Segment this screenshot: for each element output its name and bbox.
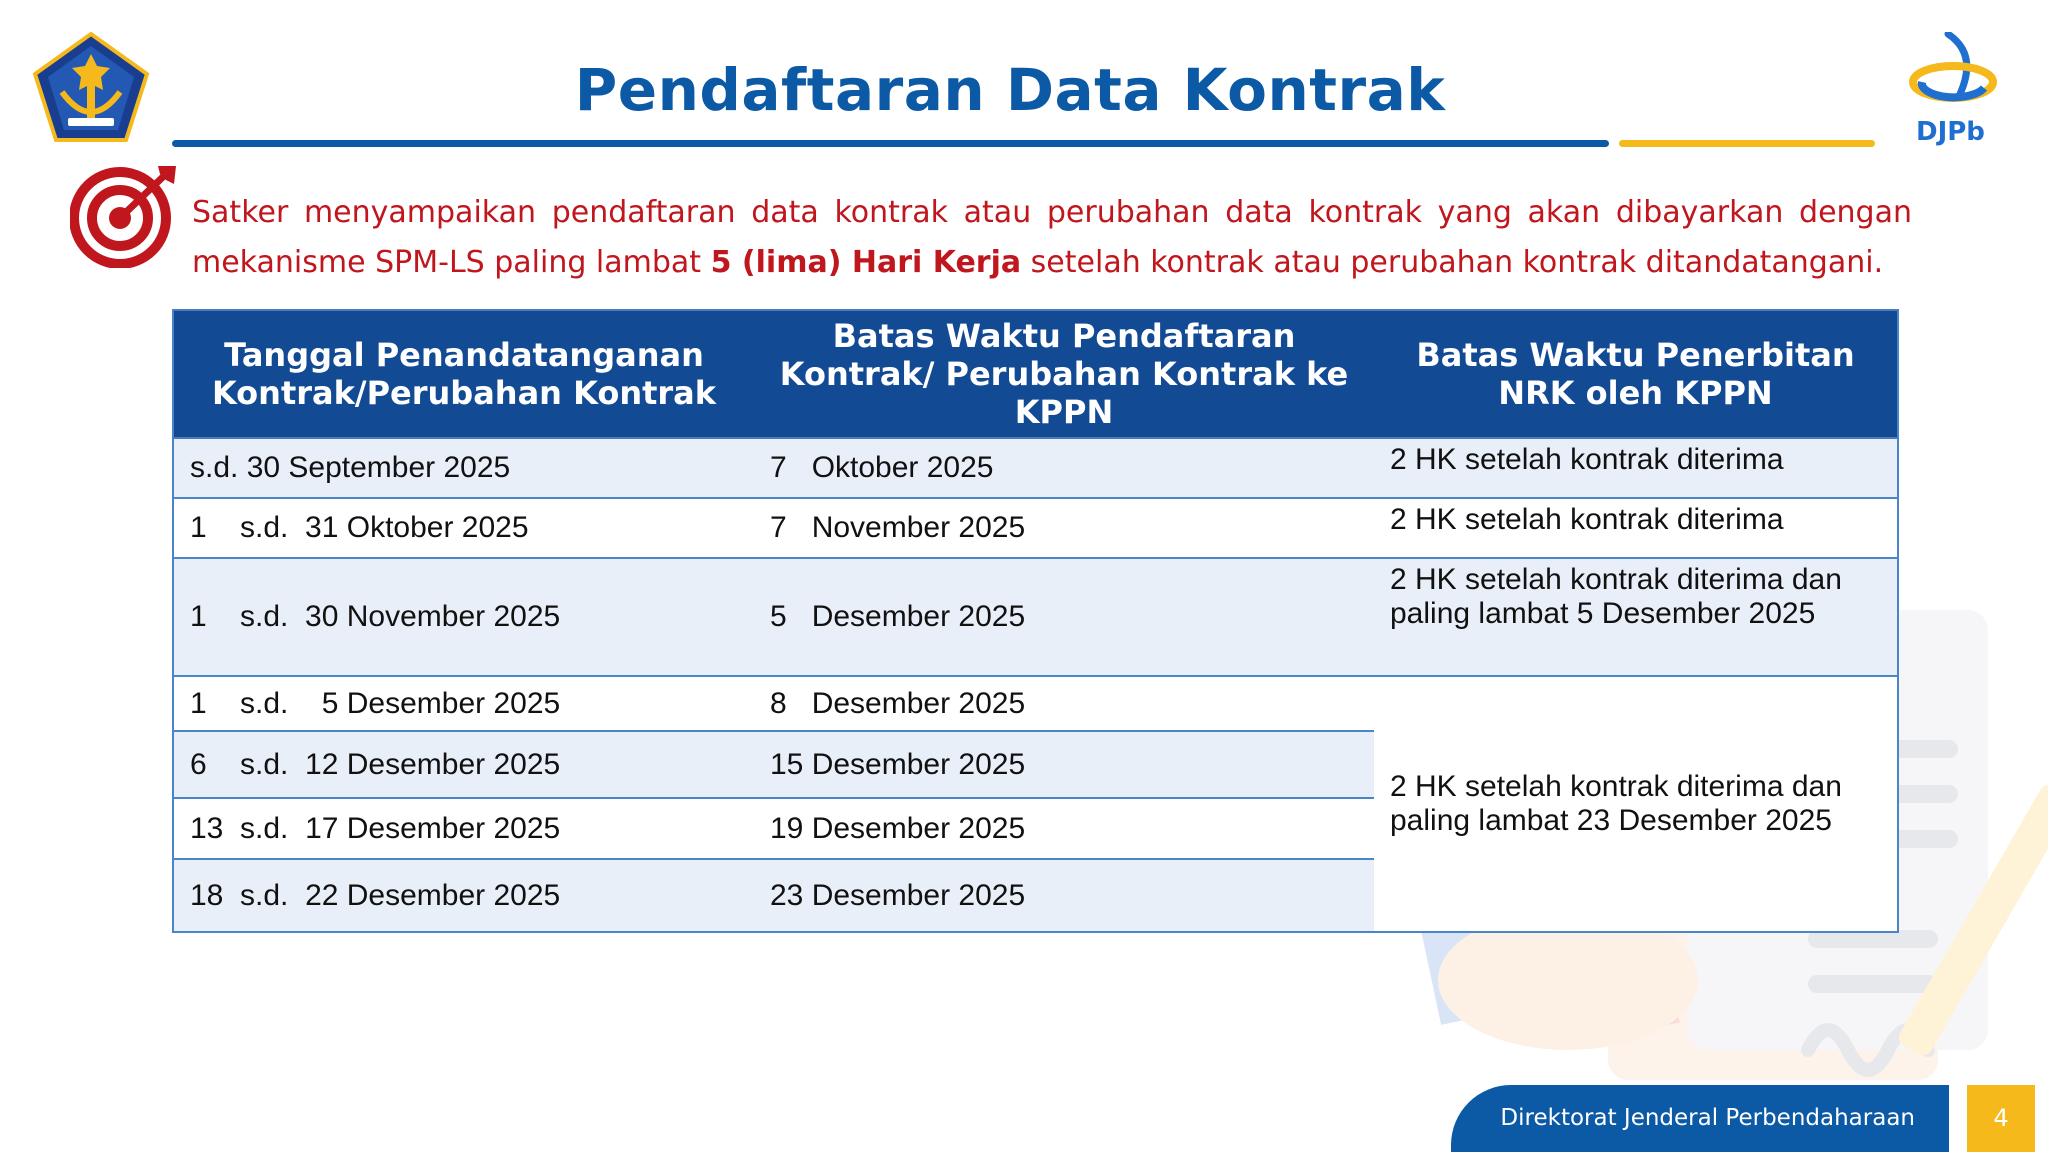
cell-signing-date: 18 s.d. 22 Desember 2025	[173, 859, 754, 932]
cell-nrk-deadline: 2 HK setelah kontrak diterima dan paling lambat 5 Desember 2025	[1374, 558, 1898, 676]
header-registration-deadline: Batas Waktu Pendaftaran Kontrak/ Perubahan Kontrak ke KPPN	[754, 310, 1374, 438]
intro-text-after: setelah kontrak atau perubahan kontrak ditandatangani.	[1021, 245, 1884, 280]
kemenkeu-logo	[32, 32, 150, 144]
cell-signing-date: s.d. 30 September 2025	[173, 438, 754, 498]
cell-registration-deadline: 23 Desember 2025	[754, 859, 1374, 932]
table-row	[173, 676, 1898, 731]
title-underline-blue	[172, 140, 1609, 147]
cell-nrk-deadline: 2 HK setelah kontrak diterima	[1374, 438, 1898, 498]
cell-nrk-deadline: 2 HK setelah kontrak diterima	[1374, 498, 1898, 558]
intro-paragraph	[192, 188, 1912, 288]
header-nrk-deadline: Batas Waktu Penerbitan NRK oleh KPPN	[1374, 310, 1898, 438]
cell-signing-date: 13 s.d. 17 Desember 2025	[173, 798, 754, 859]
target-icon	[70, 164, 178, 268]
page-number: 4	[1967, 1085, 2035, 1152]
cell-registration-deadline: 8 Desember 2025	[754, 676, 1374, 731]
djpb-logo-text: DJPb	[1916, 117, 1985, 147]
table-row	[173, 558, 1898, 676]
djpb-logo	[1908, 32, 2008, 147]
table-row	[173, 438, 1898, 498]
cell-registration-deadline: 7 November 2025	[754, 498, 1374, 558]
page-title: Pendaftaran Data Kontrak	[574, 56, 1446, 124]
contract-deadline-table	[172, 309, 1899, 933]
cell-registration-deadline: 5 Desember 2025	[754, 558, 1374, 676]
cell-signing-date: 6 s.d. 12 Desember 2025	[173, 731, 754, 798]
cell-registration-deadline: 19 Desember 2025	[754, 798, 1374, 859]
intro-text-bold: 5 (lima) Hari Kerja	[710, 245, 1022, 280]
cell-registration-deadline: 7 Oktober 2025	[754, 438, 1374, 498]
table-row	[173, 498, 1898, 558]
footer-org-bar	[1451, 1085, 1949, 1152]
cell-nrk-deadline-merged: 2 HK setelah kontrak diterima dan paling lambat 23 Desember 2025	[1374, 676, 1898, 932]
intro-text-before: Satker menyampaikan pendaftaran data kontrak atau perubahan data kontrak yang akan dibayarkan dengan mekanisme SPM-LS paling lambat	[192, 195, 1912, 280]
table-header-row	[173, 310, 1898, 438]
cell-registration-deadline: 15 Desember 2025	[754, 731, 1374, 798]
cell-signing-date: 1 s.d. 5 Desember 2025	[173, 676, 754, 731]
title-underline-yellow	[1619, 140, 1875, 147]
cell-signing-date: 1 s.d. 31 Oktober 2025	[173, 498, 754, 558]
header-signing-date: Tanggal Penandatanganan Kontrak/Perubahan Kontrak	[173, 310, 754, 438]
cell-signing-date: 1 s.d. 30 November 2025	[173, 558, 754, 676]
footer-org-name: Direktorat Jenderal Perbendaharaan	[1500, 1105, 1915, 1131]
